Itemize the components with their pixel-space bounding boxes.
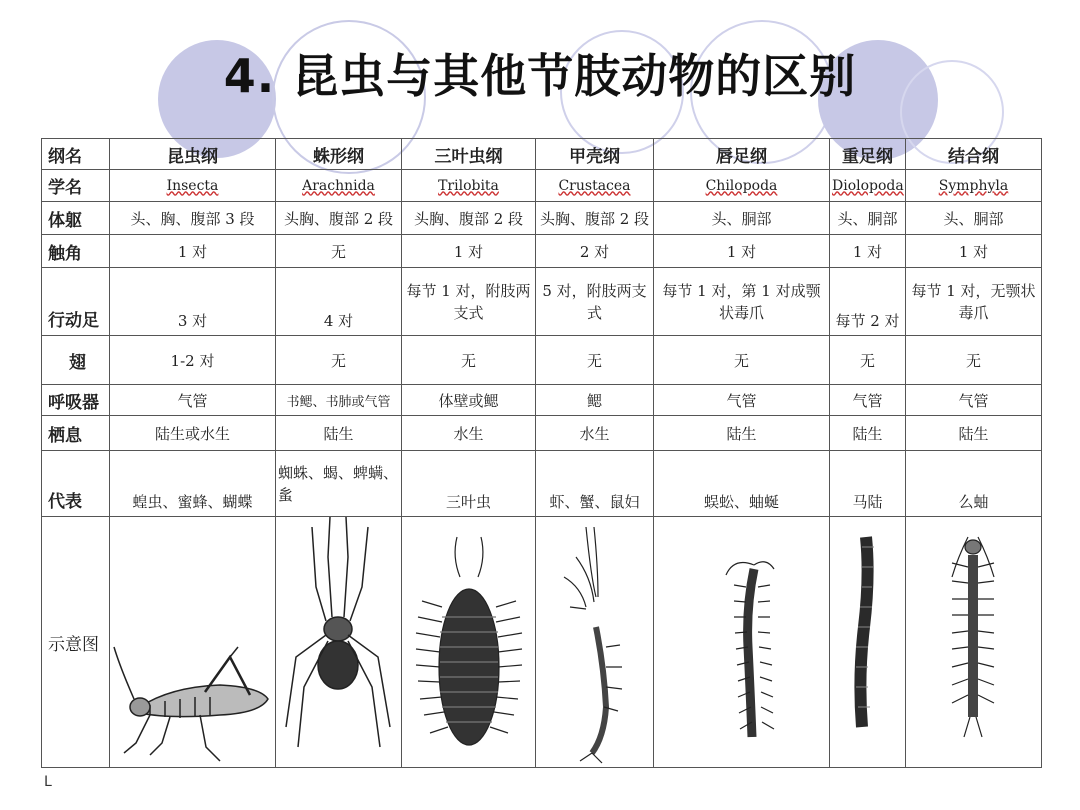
table-cell: 陆生或水生	[110, 416, 276, 451]
row-label: 翅	[42, 336, 110, 385]
table-cell: 无	[402, 336, 536, 385]
table-cell: 马陆	[830, 451, 906, 517]
table-cell: 1 对	[402, 235, 536, 268]
table-cell: 1 对	[830, 235, 906, 268]
table-cell: 陆生	[654, 416, 830, 451]
column-header: 三叶虫纲	[402, 139, 536, 170]
column-header: 昆虫纲	[110, 139, 276, 170]
row-label: 代表	[42, 451, 110, 517]
table-cell: 无	[906, 336, 1042, 385]
table-cell: 头、胴部	[654, 202, 830, 235]
table-cell: 头胸、腹部 2 段	[402, 202, 536, 235]
table-cell: 体壁或鳃	[402, 385, 536, 416]
row-label: 行动足	[42, 268, 110, 336]
table-cell: 鳃	[536, 385, 654, 416]
table-cell: 三叶虫	[402, 451, 536, 517]
table-cell: 3 对	[110, 268, 276, 336]
shrimp-drawing	[536, 517, 654, 768]
symphylan-drawing	[906, 517, 1042, 768]
table-cell: 1 对	[110, 235, 276, 268]
centipede-drawing	[654, 517, 830, 768]
spider-drawing	[276, 517, 402, 768]
table-cell: Insecta	[110, 170, 276, 202]
row-label: 体躯	[42, 202, 110, 235]
table-cell: 蝗虫、蜜蜂、蝴蝶	[110, 451, 276, 517]
footer-mark: L	[44, 774, 52, 790]
table-cell: 2 对	[536, 235, 654, 268]
table-cell: 虾、蟹、鼠妇	[536, 451, 654, 517]
table-cell: 水生	[402, 416, 536, 451]
table-cell: 气管	[110, 385, 276, 416]
table-cell: 头胸、腹部 2 段	[276, 202, 402, 235]
table-cell: 1-2 对	[110, 336, 276, 385]
column-header: 蛛形纲	[276, 139, 402, 170]
table-cell: 蜘蛛、蝎、蜱螨、蚃	[276, 451, 402, 517]
table-cell: 无	[830, 336, 906, 385]
row-label: 栖息	[42, 416, 110, 451]
table-cell: 蜈蚣、蚰蜒	[654, 451, 830, 517]
table-cell: 头、胴部	[906, 202, 1042, 235]
table-cell: 无	[654, 336, 830, 385]
table-cell: Arachnida	[276, 170, 402, 202]
table-cell: 头、胴部	[830, 202, 906, 235]
table-cell: Symphyla	[906, 170, 1042, 202]
table-row	[42, 170, 1042, 202]
table-row	[42, 416, 1042, 451]
column-header: 纲名	[42, 139, 110, 170]
table-cell: Chilopoda	[654, 170, 830, 202]
table-cell: 头、胸、腹部 3 段	[110, 202, 276, 235]
table-cell: 每节 1 对，附肢两支式	[402, 268, 536, 336]
column-header: 甲壳纲	[536, 139, 654, 170]
table-cell: 1 对	[906, 235, 1042, 268]
table-row	[42, 202, 1042, 235]
column-header: 重足纲	[830, 139, 906, 170]
column-header: 唇足纲	[654, 139, 830, 170]
table-cell: 陆生	[276, 416, 402, 451]
table-cell: 4 对	[276, 268, 402, 336]
table-cell: 每节 1 对，无颚状毒爪	[906, 268, 1042, 336]
table-cell: 气管	[830, 385, 906, 416]
table-row	[42, 517, 1042, 768]
table-row	[42, 336, 1042, 385]
table-row	[42, 268, 1042, 336]
trilobite-drawing	[402, 517, 536, 768]
table-cell: Diolopoda	[830, 170, 906, 202]
header-row	[42, 139, 1042, 170]
table-cell: 无	[276, 336, 402, 385]
table-cell: 水生	[536, 416, 654, 451]
table-cell: 么蚰	[906, 451, 1042, 517]
table-cell: 5 对，附肢两支式	[536, 268, 654, 336]
table-cell: 气管	[906, 385, 1042, 416]
table-cell: 气管	[654, 385, 830, 416]
table-row	[42, 451, 1042, 517]
table-cell: 头胸、腹部 2 段	[536, 202, 654, 235]
column-header: 结合纲	[906, 139, 1042, 170]
table-cell: 无	[276, 235, 402, 268]
comparison-table	[41, 138, 1042, 768]
table-cell: 无	[536, 336, 654, 385]
table-cell: 每节 1 对，第 1 对成颚状毒爪	[654, 268, 830, 336]
grasshopper-drawing	[110, 517, 276, 768]
table-cell: 书鳃、书肺或气管	[276, 385, 402, 416]
row-label: 示意图	[42, 517, 110, 768]
table-row	[42, 385, 1042, 416]
row-label: 触角	[42, 235, 110, 268]
row-label: 呼吸器	[42, 385, 110, 416]
row-label: 学名	[42, 170, 110, 202]
table-cell: 陆生	[830, 416, 906, 451]
table-cell: 每节 2 对	[830, 268, 906, 336]
table-cell: Trilobita	[402, 170, 536, 202]
table-row	[42, 235, 1042, 268]
table-cell: 1 对	[654, 235, 830, 268]
table-cell: 陆生	[906, 416, 1042, 451]
table-cell: Crustacea	[536, 170, 654, 202]
millipede-drawing	[830, 517, 906, 768]
page-title: 4. 昆虫与其他节肢动物的区别	[223, 49, 857, 103]
